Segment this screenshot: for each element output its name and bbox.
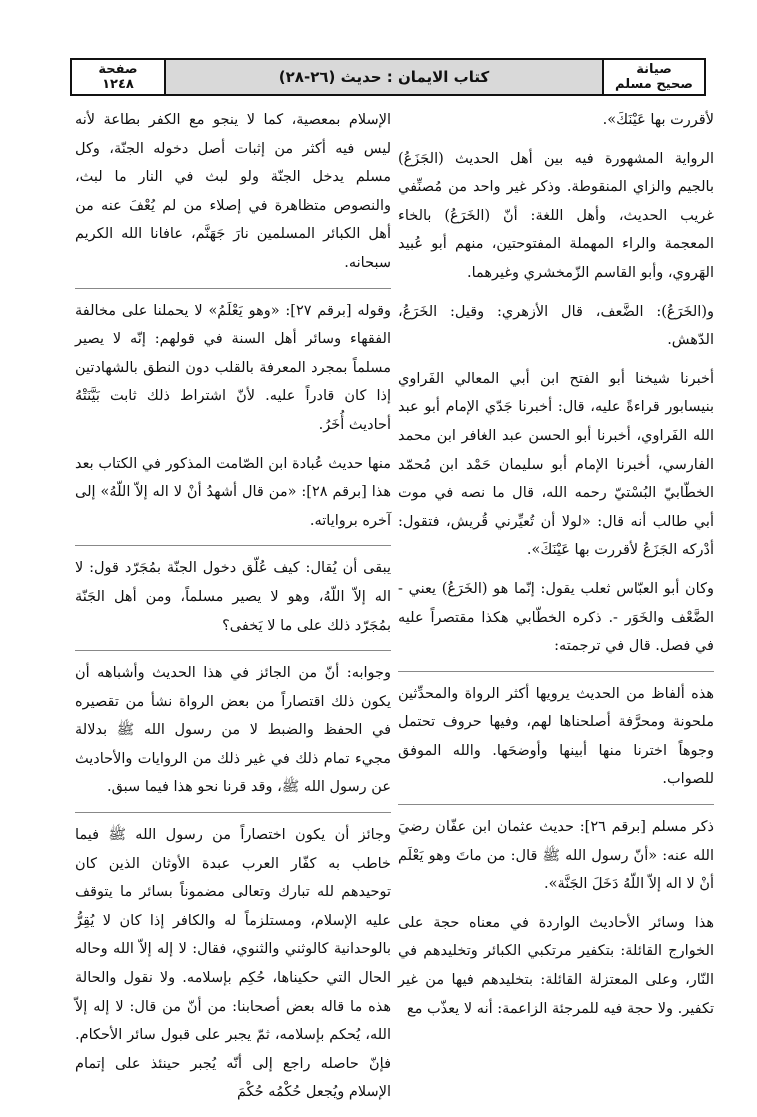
book-title-line2: صحيح مسلم <box>615 77 693 92</box>
paragraph-divider <box>75 812 391 813</box>
paragraph: هذا وسائر الأحاديث الواردة في معناه حجة على الخوارج القائلة: بتكفير مرتكبي الكبائر وتخليدهم في النّار، وعلى المعتزلة القائلة: بتخليدهم فيها من غير تكفير. ولا حجة فيه للمرجئة الزاعمة: أنه لا يعذّب مع <box>398 914 714 1017</box>
running-header <box>70 58 706 96</box>
paragraph: أخبرنا شيخنا أبو الفتح ابن أبي المعالي الفَراوي بنيسابور قراءةً عليه، قال: أخبرنا جَدّي الإمام أبو عبد الله الفَراوي، أخبرنا أبو الحسن عبد الغافر ابن محمد الفارسي، أخبرنا الإمام أبو سليمان حَمْد ابن مُحمّد الخطّابيّ البُسْتيّ رحمه الله، قال ما نصه في موت أبي طالب أنه قال: «لولا أن تُعيِّرني قُريش، فتقول: أدْركه الجَزَعُ لأقررت بها عَيْنَكَ». <box>398 370 714 559</box>
paragraph: وجائز أن يكون اختصاراً من رسول الله ﷺ فيما خاطب به كفّار العرب عبدة الأوثان الذين كان توحيدهم لله تبارك وتعالى مضموناً بسائر ما يتوقف عليه الإسلام، ومستلزماً له والكافر إذا كان لا يُقِرُّ بالوحدانية كالوثني والثنوي، فقال: لا إله إلاّ الله وحاله الحال التي حكيناها، حُكِم بإسلامه. ولا نقول والحالة هذه ما قاله بعض أصحابنا: من أنّ من قال: لا إله إلاّ الله، يُحكم بإسلامه، ثمّ يجبر على قبول سائر الأحكام. فإنّ حاصله راجع إلى أنّه يُجبر حينئذ على إتمام الإسلام ويُجعل حُكْمُه حُكْمَ <box>75 827 391 1101</box>
paragraph: ذكر مسلم [برقم ٢٦]: حديث عثمان ابن عفّان رضيَ الله عنه: «أنّ رسول الله ﷺ قال: من ماتَ وهو يَعْلَم أنْ لا اله إلاّ اللّهُ دَخَلَ الجَنَّة». <box>398 819 715 893</box>
paragraph: وقوله [برقم ٢٧]: «وهو يَعْلَمُ» لا يحملنا على مخالفة الفقهاء وسائر أهل السنة في قولهم: إنّه لا يصير مسلماً بمجرد المعرفة بالقلب دون النطق بالشهادتين إذا كان قادراً عليه. لأنّ اشتراط ذلك ثابت بَيَّنَتْهُ أحاديث أُخَرُ. <box>75 302 391 433</box>
chapter-title-text: كتاب الايمان : حديث (٢٦-٢٨) <box>278 67 490 86</box>
chapter-title <box>166 60 602 94</box>
paragraph: لأقررت بها عَيْنَكَ». <box>602 112 714 128</box>
paragraph-divider <box>398 671 714 672</box>
paragraph: وجوابه: أنّ من الجائز في هذا الحديث وأشباهه أن يكون ذلك اقتصاراً من بعض الرواة نشأ من تقصيره في الحفظ والضبط لا من رسول الله ﷺ بدلالة مجيء تمام ذلك في غير ذلك من الروايات والأحاديث عن رسول الله ﷺ، وقد قرنا نحو هذا فيما سبق. <box>75 665 391 796</box>
paragraph: هذه ألفاظ من الحديث يرويها أكثر الرواة والمحدِّثين ملحونة ومحرَّفة أصلحناها لهم، وفيها حروف تحتمل وجوهاً اخترنا منها أبينها وأوضحَها. والله الموفق للصواب. <box>398 685 714 788</box>
paragraph: الإسلام بمعصية، كما لا ينجو مع الكفر بطاعة لأنه ليس فيه أكثر من إثبات أصل دخوله الجنّة، وكل مسلم يدخل الجنّة ولو لبث في النار ما لبث، والنصوص متظاهرة في إصلاء من لم يُعْفَ عنه من أهل الكبائر المسلمين نارَ جَهَنَّم، عافانا الله الكريم سبحانه. <box>75 112 391 271</box>
paragraph: منها حديث عُبادة ابن الصّامت المذكور في الكتاب بعد هذا [برقم ٢٨]: «من قال أشهدُ أنْ لا اله إلاّ اللّهُ» إلى آخره برواياته. <box>75 455 391 529</box>
paragraph: يبقى أن يُقال: كيف عُلّق دخول الجنّة بمُجَرّد قول: لا اله إلاّ اللّهُ، وهو لا يصير مسلماً، ومن أهل الجَنّة بمُجَرّد ذلك على ما لا يَخفى؟ <box>75 560 391 634</box>
page-number-box <box>72 60 166 94</box>
paragraph-divider <box>75 288 391 289</box>
paragraph-divider <box>75 545 391 546</box>
book-title-box <box>602 60 704 94</box>
page-number: ١٢٤٨ <box>102 77 134 92</box>
paragraph-divider <box>75 650 391 651</box>
paragraph: و(الخَرَعُ): الضَّعف، قال الأزهري: وقيل: الخَرَعُ، الدّهش. <box>398 303 714 349</box>
paragraph-divider <box>398 804 714 805</box>
right-text-column <box>398 106 714 1033</box>
paragraph: الرواية المشهورة فيه بين أهل الحديث (الجَزَعُ) بالجيم والزاي المنقوطة. وذكر غير واحد من مُصنِّفي غريب الحديث، وأهل اللغة: أنّ (الخَرَعُ) بالخاء المعجمة والراء المهملة المفتوحتين، منهم أبو عُبيد الهَروي، وأبو القاسم الزّمخشري وغيرهما. <box>398 150 714 281</box>
paragraph: وكان أبو العبّاس ثعلب يقول: إنّما هو (الخَرَعُ) يعني - الضَّعْف والخَوَر -. ذكره الخطّابي هكذا مقتصراً عليه في فصل. قال في ترجمته: <box>398 580 714 655</box>
book-title-line1: صيانة <box>636 62 672 77</box>
left-text-column <box>75 106 391 1117</box>
page-label: صفحة <box>98 62 138 77</box>
